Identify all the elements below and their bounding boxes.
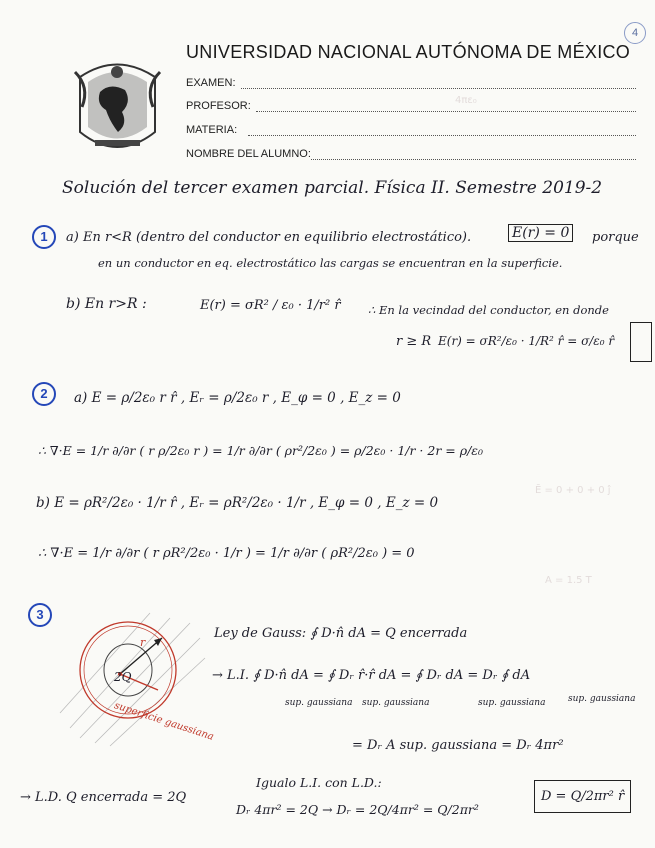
subject-label: MATERIA: [186, 124, 238, 136]
problem-number-1: 1 [32, 225, 56, 249]
university-title: UNIVERSIDAD NACIONAL AUTÓNOMA DE MÉXICO [186, 42, 631, 62]
p1-b-note2: r ≥ R [396, 334, 432, 349]
p3-li-line: → L.I. ∮ D·n̂ dA = ∮ Dᵣ r̂·r̂ dA = ∮ Dᵣ dA = Dᵣ ∮ dA [212, 668, 531, 683]
p1-b-formula: E(r) = σR² / ε₀ · 1/r² r̂ [200, 298, 341, 313]
p3-ld-line: → L.D. Q encerrada = 2Q [20, 790, 187, 805]
exam-label: EXAMEN: [186, 77, 236, 89]
p1-a-line2: en un conductor en eq. electrostático las cargas se encuentran en la superficie. [98, 256, 563, 270]
sketch-label: superficie gaussiana [112, 700, 216, 743]
p1-a-tail: porque [592, 230, 639, 245]
professor-line [256, 111, 636, 112]
sup-label: sup. gaussiana [362, 698, 430, 708]
sup-label: sup. gaussiana [478, 698, 546, 708]
student-name-label: NOMBRE DEL ALUMNO: [186, 148, 311, 160]
p2-b-line2: ∴ ∇·E = 1/r ∂/∂r ( r ρR²/2ε₀ · 1/r ) = 1/r ∂/∂r ( ρR²/2ε₀ ) = 0 [38, 546, 415, 561]
exam-field [186, 77, 236, 89]
p3-equate-line: Dᵣ 4πr² = 2Q → Dᵣ = 2Q/4πr² = Q/2πr² [236, 802, 479, 817]
exam-line [241, 88, 636, 89]
p3-area-line: = Dᵣ A sup. gaussiana = Dᵣ 4πr² [352, 738, 564, 753]
student-name-line [311, 159, 636, 160]
p1-b-note: ∴ En la vecindad del conductor, en donde [368, 303, 609, 317]
sup-label: sup. gaussiana [568, 694, 636, 704]
student-name-field [186, 148, 311, 160]
sketch-radius: r [140, 636, 146, 649]
p2-b-line1: b) E = ρR²/2ε₀ · 1/r r̂ , Eᵣ = ρR²/2ε₀ · 1/r , E_φ = 0 , E_z = 0 [36, 495, 439, 511]
problem-number-3: 3 [28, 603, 52, 627]
sup-label: sup. gaussiana [285, 698, 353, 708]
p1-a-lead: a) En r<R (dentro del conductor en equilibrio electrostático). [66, 230, 472, 245]
p1-b-result: E(r) = σR²/ε₀ · 1/R² r̂ = σ/ε₀ r̂ [438, 334, 615, 348]
subject-line [248, 135, 636, 136]
p2-a-line1: a) E = ρ/2ε₀ r r̂ , Eᵣ = ρ/2ε₀ r , E_φ = 0 , E_z = 0 [74, 390, 401, 406]
professor-label: PROFESOR: [186, 100, 251, 112]
p3-gauss-law: Ley de Gauss: ∮ D·n̂ dA = Q encerrada [214, 626, 468, 641]
p1-a-result: E(r) = 0 [508, 224, 573, 242]
professor-field [186, 100, 251, 112]
problem-number-2: 2 [32, 382, 56, 406]
page-number: 4 [624, 22, 646, 44]
bleed-text: A = 1.5 T [545, 575, 592, 586]
p3-equate-title: Igualo L.I. con L.D.: [256, 775, 382, 790]
p2-a-line2: ∴ ∇·E = 1/r ∂/∂r ( r ρ/2ε₀ r ) = 1/r ∂/∂r ( ρr²/2ε₀ ) = ρ/2ε₀ · 1/r · 2r = ρ/ε₀ [38, 443, 484, 458]
sketch-charge: 2Q [114, 670, 132, 684]
bleed-text: 4πε₀ [455, 95, 477, 106]
p1-b-lead: b) En r>R : [66, 296, 147, 312]
bleed-text: Ē = 0 + 0 + 0 ĵ [535, 485, 611, 496]
unam-crest-logo [70, 52, 165, 162]
subject-field [186, 124, 237, 136]
p1-result-box [630, 322, 652, 362]
exam-title: Solución del tercer examen parcial. Física II. Semestre 2019-2 [62, 178, 603, 198]
p3-final-result: D = Q/2πr² r̂ [534, 780, 631, 813]
